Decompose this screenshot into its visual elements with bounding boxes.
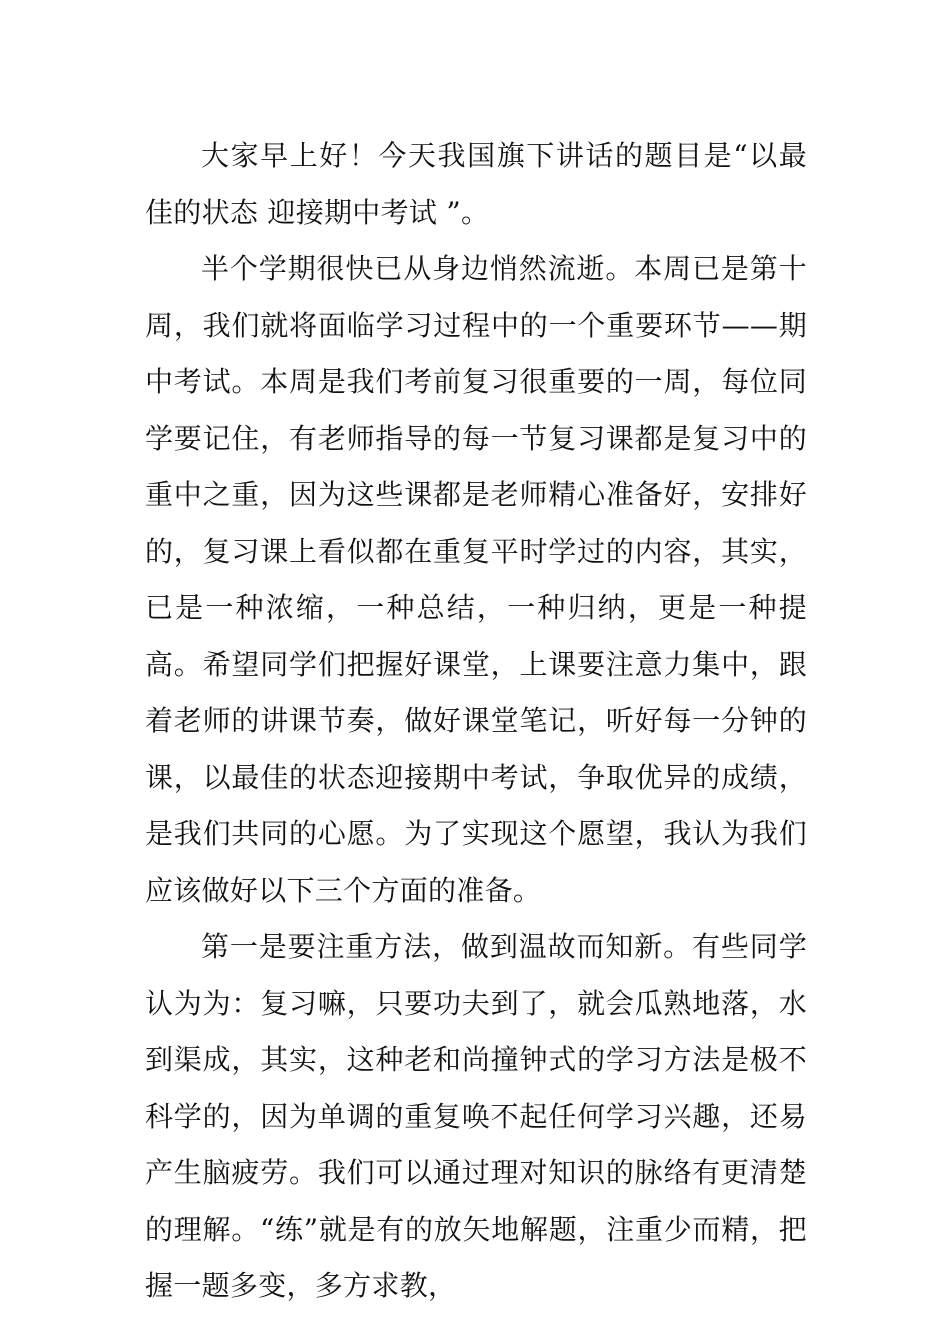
document-body: [145, 128, 807, 1315]
paragraph-method: 第一是要注重方法，做到温故而知新。有些同学认为为：复习嘛，只要功夫到了，就会瓜熟地落，水到渠成，其实，这种老和尚撞钟式的学习方法是极不科学的，因为单调的重复唤不起任何学习兴趣，还易产生脑疲劳。我们可以通过理对知识的脉络有更清楚的理解。“练”就是有的放矢地解题，注重少而精，把握一题多变，多方求教，: [145, 930, 807, 1302]
paragraph-greeting: 大家早上好！今天我国旗下讲话的题目是“以最佳的状态 迎接期中考试 ”。: [145, 139, 807, 229]
paragraph-review-week: 半个学期很快已从身边悄然流逝。本周已是第十周，我们就将面临学习过程中的一个重要环节——期中考试。本周是我们考前复习很重要的一周，每位同学要记住，有老师指导的每一节复习课都是复习中的重中之重，因为这些课都是老师精心准备好，安排好的，复习课上看似都在重复平时学过的内容，其实，已是一种浓缩，一种总结，一种归纳，更是一种提高。希望同学们把握好课堂，上课要注意力集中，跟着老师的讲课节奏，做好课堂笔记，听好每一分钟的课，以最佳的状态迎接期中考试，争取优异的成绩，是我们共同的心愿。为了实现这个愿望，我认为我们应该做好以下三个方面的准备。: [145, 252, 807, 907]
